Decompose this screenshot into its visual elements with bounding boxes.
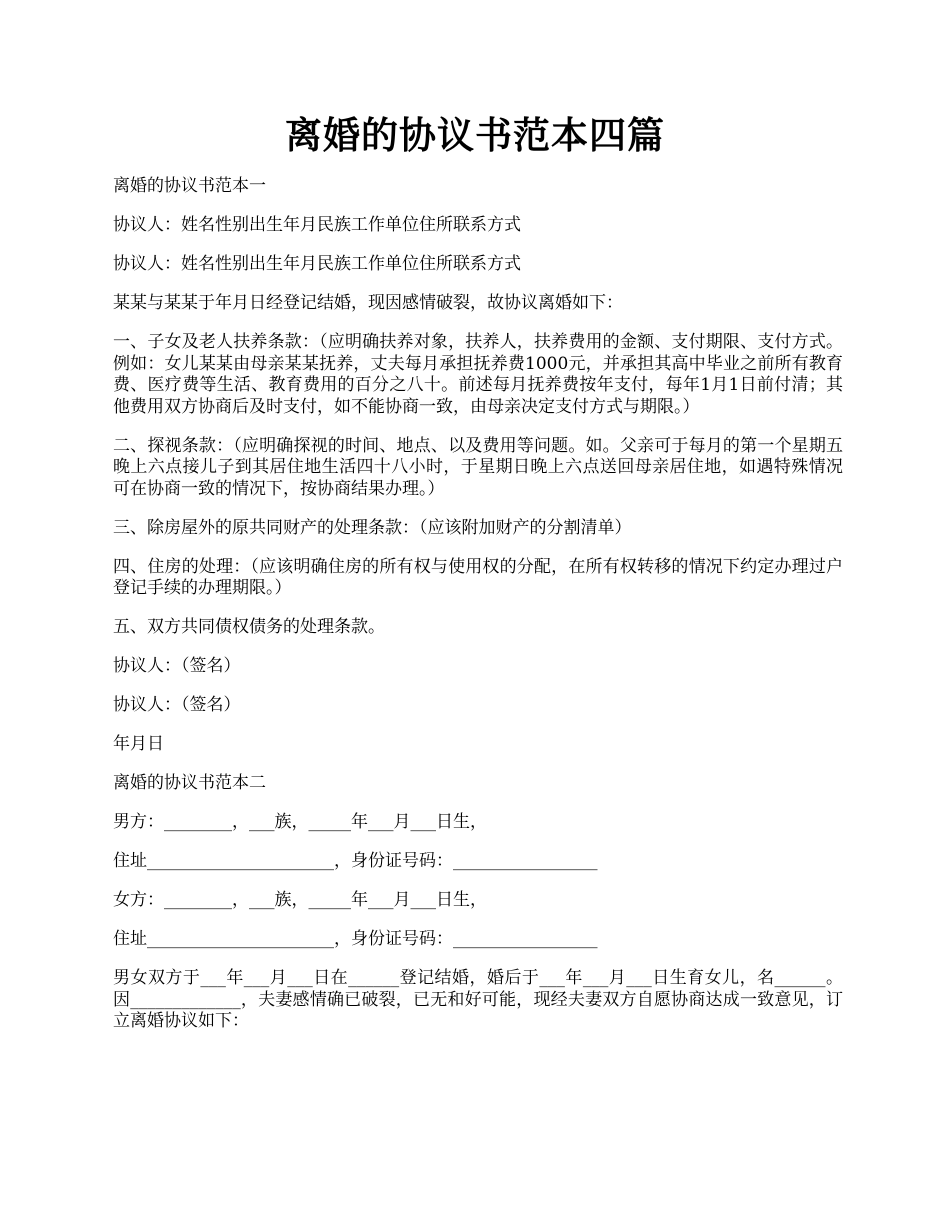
date-line: 年月日 (113, 734, 164, 754)
clause-property: 三、除房屋外的原共同财产的处理条款：（应该附加财产的分割清单） (113, 517, 632, 538)
intro-paragraph: 某某与某某于年月日经登记结婚，现因感情破裂，故协议离婚如下： (113, 293, 623, 313)
document-body (113, 176, 843, 1050)
signature-line-2: 协议人：（签名） (113, 695, 241, 715)
male-party-line: 男方：________，___族，_____年___月___日生， (113, 812, 487, 832)
heading-sample-two: 离婚的协议书范本二 (113, 773, 266, 793)
clause-debts: 五、双方共同债权债务的处理条款。 (113, 617, 385, 637)
male-address-line: 住址______________________，身份证号码：_________________ (113, 851, 598, 871)
party-line-1: 协议人：姓名性别出生年月民族工作单位住所联系方式 (113, 215, 521, 235)
clause-child-support: 一、子女及老人扶养条款：（应明确扶养对象，扶养人，扶养费用的金额、支付期限、支付方式。例如：女儿某某由母亲某某抚养，丈夫每月承担抚养费1000元，并承担其高中毕业之前所有教育费、医疗费等生活、教育费用的百分之八十。前述每月抚养费按年支付，每年1月1日前付清；其他费用双方协商后及时支付，如不能协商一致，由母亲决定支付方式与期限。） (113, 332, 843, 417)
signature-line-1: 协议人：（签名） (113, 656, 241, 676)
heading-sample-one: 离婚的协议书范本一 (113, 176, 266, 196)
document-title: 离婚的协议书范本四篇 (285, 113, 665, 157)
clause-housing: 四、住房的处理：（应该明确住房的所有权与使用权的分配，在所有权转移的情况下约定办理过户登记手续的办理期限。） (113, 556, 843, 598)
female-address-line: 住址______________________，身份证号码：_________________ (113, 929, 598, 949)
clause-visitation: 二、探视条款：（应明确探视的时间、地点、以及费用等问题。如。父亲可于每月的第一个星期五晚上六点接儿子到其居住地生活四十八小时，于星期日晚上六点送回母亲居住地，如遇特殊情况可在协商一致的情况下，按协商结果办理。） (113, 435, 843, 499)
agreement-intro-paragraph: 男女双方于___年___月___日在______登记结婚，婚后于___年___月___日生育女儿，名______。因_____________，夫妻感情确已破裂，已无和好可能，现经夫妻双方自愿协商达成一致意见，订立离婚协议如下： (113, 968, 843, 1031)
female-party-line: 女方：________，___族，_____年___月___日生， (113, 890, 487, 910)
party-line-2: 协议人：姓名性别出生年月民族工作单位住所联系方式 (113, 254, 521, 274)
